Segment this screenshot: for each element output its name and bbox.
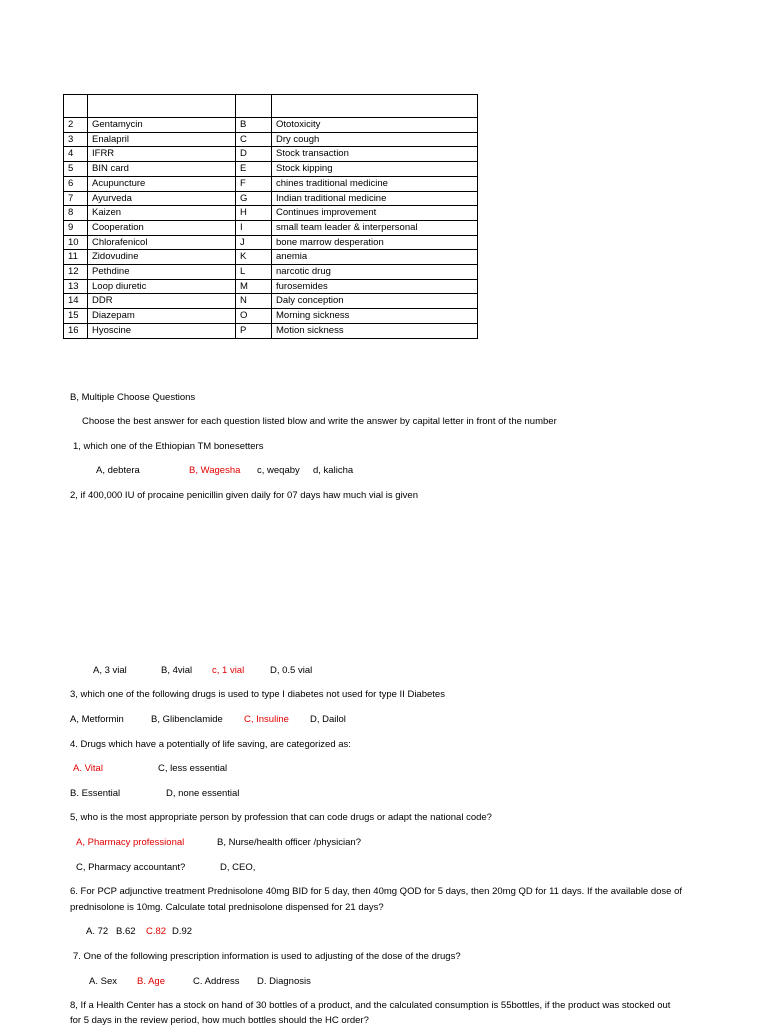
table-row [64, 309, 478, 324]
header-cell [64, 95, 88, 118]
table-row [64, 118, 478, 133]
q4-option-d: D, none essential [166, 788, 240, 799]
question-8-line-2: for 5 days in the review period, how much bottles should the HC order? [70, 1015, 369, 1026]
cell-answer: Morning sickness [272, 309, 478, 324]
q4-option-a-correct: A. Vital [73, 763, 103, 774]
question-8-line-1: 8, If a Health Center has a stock on hand of 30 bottles of a product, and the calculated consumption is 55bottles, if the product was stocked out [70, 1000, 671, 1011]
cell-letter: O [236, 309, 272, 324]
table-header-row [64, 95, 478, 118]
cell-term: Cooperation [88, 220, 236, 235]
q2-option-b: B, 4vial [161, 665, 193, 676]
cell-num: 7 [64, 191, 88, 206]
cell-term: BIN card [88, 162, 236, 177]
header-cell [236, 95, 272, 118]
section-heading: B, Multiple Choose Questions [70, 392, 196, 403]
table-row [64, 265, 478, 280]
q5-option-b: B, Nurse/health officer /physician? [217, 837, 361, 848]
q1-option-d: d, kalicha [313, 465, 354, 476]
cell-num: 4 [64, 147, 88, 162]
cell-term: Ayurveda [88, 191, 236, 206]
cell-letter: F [236, 176, 272, 191]
cell-num: 3 [64, 132, 88, 147]
cell-answer: Daly conception [272, 294, 478, 309]
cell-letter: D [236, 147, 272, 162]
cell-letter: P [236, 323, 272, 338]
cell-answer: narcotic drug [272, 265, 478, 280]
cell-num: 9 [64, 220, 88, 235]
cell-answer: Motion sickness [272, 323, 478, 338]
cell-letter: K [236, 250, 272, 265]
table-row [64, 132, 478, 147]
cell-answer: Stock kipping [272, 162, 478, 177]
q1-option-a: A, debtera [96, 465, 140, 476]
cell-num: 2 [64, 118, 88, 133]
q7-option-c: C. Address [193, 976, 240, 987]
cell-answer: Continues improvement [272, 206, 478, 221]
cell-letter: N [236, 294, 272, 309]
table-row [64, 191, 478, 206]
header-cell [88, 95, 236, 118]
cell-term: Enalapril [88, 132, 236, 147]
q4-option-b: B. Essential [70, 788, 121, 799]
q7-option-b-correct: B. Age [137, 976, 165, 987]
cell-answer: anemia [272, 250, 478, 265]
cell-term: Loop diuretic [88, 279, 236, 294]
cell-num: 10 [64, 235, 88, 250]
cell-letter: B [236, 118, 272, 133]
cell-term: Acupuncture [88, 176, 236, 191]
cell-num: 15 [64, 309, 88, 324]
table-row [64, 250, 478, 265]
q2-option-a: A, 3 vial [93, 665, 127, 676]
q3-option-a: A, Metformin [70, 714, 124, 725]
cell-letter: E [236, 162, 272, 177]
cell-num: 5 [64, 162, 88, 177]
table-row [64, 235, 478, 250]
cell-answer: Dry cough [272, 132, 478, 147]
cell-letter: M [236, 279, 272, 294]
q2-option-c-correct: c, 1 vial [212, 665, 245, 676]
table-row [64, 323, 478, 338]
cell-term: Hyoscine [88, 323, 236, 338]
cell-answer: chines traditional medicine [272, 176, 478, 191]
cell-num: 13 [64, 279, 88, 294]
q1-option-c: c, weqaby [257, 465, 300, 476]
cell-term: Pethdine [88, 265, 236, 280]
cell-term: IFRR [88, 147, 236, 162]
cell-letter: I [236, 220, 272, 235]
cell-term: Kaizen [88, 206, 236, 221]
cell-term: Gentamycin [88, 118, 236, 133]
table-row [64, 162, 478, 177]
question-5: 5, who is the most appropriate person by profession that can code drugs or adapt the national code? [70, 812, 492, 823]
q1-option-b-correct: B, Wagesha [189, 465, 241, 476]
cell-answer: Stock transaction [272, 147, 478, 162]
cell-num: 12 [64, 265, 88, 280]
question-6-line-1: 6. For PCP adjunctive treatment Prednisolone 40mg BID for 5 day, then 40mg QOD for 5 days, then 20mg QD for 11 days. If the available dose of [70, 886, 683, 897]
q3-option-b: B, Glibenclamide [151, 714, 223, 725]
cell-term: Zidovudine [88, 250, 236, 265]
question-4: 4. Drugs which have a potentially of life saving, are categorized as: [70, 739, 351, 750]
q5-option-a-correct: A, Pharmacy professional [76, 837, 185, 848]
cell-answer: Indian traditional medicine [272, 191, 478, 206]
cell-num: 16 [64, 323, 88, 338]
q3-option-c-correct: C, Insuline [244, 714, 289, 725]
cell-num: 8 [64, 206, 88, 221]
table-row [64, 206, 478, 221]
q6-option-c-correct: C.82 [146, 926, 167, 937]
q5-option-c: C, Pharmacy accountant? [76, 862, 186, 873]
table-row [64, 294, 478, 309]
matching-table [63, 94, 478, 339]
cell-letter: C [236, 132, 272, 147]
q7-option-d: D. Diagnosis [257, 976, 311, 987]
cell-answer: bone marrow desperation [272, 235, 478, 250]
cell-letter: L [236, 265, 272, 280]
q6-option-a: A. 72 [86, 926, 109, 937]
cell-term: Chlorafenicol [88, 235, 236, 250]
q4-option-c: C, less essential [158, 763, 228, 774]
section-instruction: Choose the best answer for each question listed blow and write the answer by capital letter in front of the number [82, 416, 557, 427]
table-row [64, 176, 478, 191]
cell-term: DDR [88, 294, 236, 309]
table-row [64, 279, 478, 294]
cell-num: 6 [64, 176, 88, 191]
q2-option-d: D, 0.5 vial [270, 665, 313, 676]
question-2: 2, if 400,000 IU of procaine penicillin given daily for 07 days haw much vial is given [70, 490, 418, 501]
cell-letter: H [236, 206, 272, 221]
cell-num: 14 [64, 294, 88, 309]
question-6-line-2: prednisolone is 10mg. Calculate total prednisolone dispensed for 21 days? [70, 902, 384, 913]
cell-letter: J [236, 235, 272, 250]
q5-option-d: D, CEO, [220, 862, 256, 873]
cell-answer: Ototoxicity [272, 118, 478, 133]
cell-letter: G [236, 191, 272, 206]
question-1: 1, which one of the Ethiopian TM bonesetters [73, 441, 264, 452]
cell-num: 11 [64, 250, 88, 265]
cell-answer: small team leader & interpersonal [272, 220, 478, 235]
q6-option-b: B.62 [116, 926, 136, 937]
question-3: 3, which one of the following drugs is used to type I diabetes not used for type II Diabetes [70, 689, 445, 700]
q7-option-a: A. Sex [89, 976, 117, 987]
header-cell [272, 95, 478, 118]
table-row [64, 147, 478, 162]
cell-term: Diazepam [88, 309, 236, 324]
table-row [64, 220, 478, 235]
q6-option-d: D.92 [172, 926, 193, 937]
cell-answer: furosemides [272, 279, 478, 294]
q3-option-d: D, Dailol [310, 714, 346, 725]
question-7: 7. One of the following prescription information is used to adjusting of the dose of the drugs? [73, 951, 461, 962]
